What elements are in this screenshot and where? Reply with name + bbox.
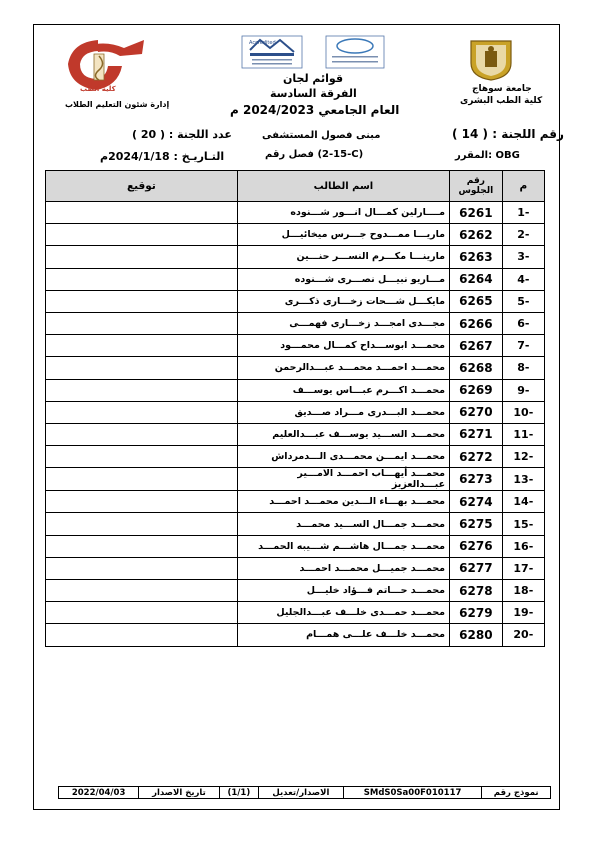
classroom-number: فصل رقم (15-2-C) [265, 149, 364, 160]
row-number: -6 [502, 312, 544, 334]
issue-label: الاصدار/تعديل [259, 787, 344, 799]
seat-number: 6274 [450, 491, 503, 513]
table-row [46, 401, 545, 423]
seat-number: 6270 [450, 401, 503, 423]
table-row [46, 290, 545, 312]
signature-cell [46, 602, 238, 624]
seat-number: 6278 [450, 580, 503, 602]
student-name: ماريـــا ممـــدوح جـــرس ميخائيـــل [237, 224, 449, 246]
signature-cell [46, 513, 238, 535]
signature-cell [46, 491, 238, 513]
row-number: -16 [502, 535, 544, 557]
student-name: محمـــد بهـــاء الـــدين محمـــد احمـــد [237, 491, 449, 513]
signature-cell [46, 624, 238, 646]
form-number: SMdS0Sa00F010117 [343, 787, 482, 799]
building-name: مبنى فصول المستشفى [262, 130, 381, 141]
signature-cell [46, 557, 238, 579]
student-name: محمـــد جمـــال هاشـــم شـــيبه الحمـــد [237, 535, 449, 557]
signature-cell [46, 379, 238, 401]
table-row [46, 602, 545, 624]
student-name: مجـــدى امجـــد زخـــارى فهمـــى [237, 312, 449, 334]
student-name: محمـــد اكـــرم عبـــاس يوســـف [237, 379, 449, 401]
row-number: -12 [502, 446, 544, 468]
seat-number: 6272 [450, 446, 503, 468]
signature-cell [46, 224, 238, 246]
student-name: مايكـــل شـــحات زخـــارى ذكـــرى [237, 290, 449, 312]
form-label: نموذج رقم [482, 787, 551, 799]
table-row [46, 357, 545, 379]
row-number: -5 [502, 290, 544, 312]
faculty-logo-text: كلية الطب [80, 85, 116, 93]
table-row [46, 535, 545, 557]
table-row [46, 446, 545, 468]
row-number: -7 [502, 335, 544, 357]
header-seat-number: رقم الجلوس [450, 171, 503, 202]
document-footer [58, 786, 551, 799]
student-name: محمـــد احمـــد محمـــد عبـــدالرحمن [237, 357, 449, 379]
seat-number: 6266 [450, 312, 503, 334]
signature-cell [46, 357, 238, 379]
signature-cell [46, 401, 238, 423]
row-number: -17 [502, 557, 544, 579]
row-number: -1 [502, 202, 544, 224]
header-number: م [502, 171, 544, 202]
signature-cell [46, 446, 238, 468]
year-group: الفرقة السادسة [270, 87, 357, 100]
student-name: محمـــد جميـــل محمـــد احمـــد [237, 557, 449, 579]
student-name: محمـــد حـــاتم فـــؤاد خليـــل [237, 580, 449, 602]
seat-number: 6271 [450, 423, 503, 445]
signature-cell [46, 535, 238, 557]
student-name: مـــاريو نبيـــل نصـــرى شـــنوده [237, 268, 449, 290]
signature-cell [46, 468, 238, 491]
issue-date: 2022/04/03 [59, 787, 139, 799]
seat-number: 6265 [450, 290, 503, 312]
table-header-row [46, 171, 545, 202]
table-row [46, 580, 545, 602]
table-row [46, 513, 545, 535]
course-name: المقرر: OBG [455, 150, 520, 161]
title: قوائم لجان [283, 72, 344, 85]
row-number: -19 [502, 602, 544, 624]
signature-cell [46, 335, 238, 357]
committee-count: عدد اللجنة : ( 20 ) [132, 128, 232, 141]
row-number: -14 [502, 491, 544, 513]
signature-cell [46, 580, 238, 602]
seat-number: 6276 [450, 535, 503, 557]
student-name: محمـــد أيهـــاب احمـــد الامـــير عبـــدالعزيز [237, 468, 449, 491]
row-number: -4 [502, 268, 544, 290]
seat-number: 6269 [450, 379, 503, 401]
row-number: -18 [502, 580, 544, 602]
table-row [46, 224, 545, 246]
seat-number: 6280 [450, 624, 503, 646]
student-name: مارينـــا مكـــرم النســـر حنـــين [237, 246, 449, 268]
committee-number: رقم اللجنة : ( 14 ) [452, 127, 564, 141]
table-row [46, 268, 545, 290]
signature-cell [46, 312, 238, 334]
signature-cell [46, 290, 238, 312]
seat-number: 6267 [450, 335, 503, 357]
header-signature: توقيع [46, 171, 238, 202]
signature-cell [46, 246, 238, 268]
exam-date: التـاريـخ : 2024/1/18م [100, 150, 225, 163]
row-number: -10 [502, 401, 544, 423]
table-row [46, 379, 545, 401]
row-number: -11 [502, 423, 544, 445]
student-name: محمـــد الســـيد يوســـف عبـــدالعليم [237, 423, 449, 445]
seat-number: 6263 [450, 246, 503, 268]
seat-number: 6279 [450, 602, 503, 624]
row-number: -13 [502, 468, 544, 491]
seat-number: 6277 [450, 557, 503, 579]
row-number: -8 [502, 357, 544, 379]
student-name: محمـــد حمـــدى خلـــف عبـــدالجليل [237, 602, 449, 624]
row-number: -15 [502, 513, 544, 535]
table-row [46, 557, 545, 579]
student-name: محمـــد ايمـــن محمـــدى الـــدمرداش [237, 446, 449, 468]
row-number: -3 [502, 246, 544, 268]
header-student-name: اسم الطالب [237, 171, 449, 202]
table-row [46, 312, 545, 334]
seat-number: 6273 [450, 468, 503, 491]
student-name: محمـــد خلـــف علـــى همـــام [237, 624, 449, 646]
row-number: -9 [502, 379, 544, 401]
student-name: محمـــد جمـــال الســـيد محمـــد [237, 513, 449, 535]
table-row [46, 423, 545, 445]
table-row [46, 468, 545, 491]
row-number: -2 [502, 224, 544, 246]
seat-number: 6264 [450, 268, 503, 290]
signature-cell [46, 202, 238, 224]
accreditation-text: Accredited [249, 40, 276, 46]
seat-number: 6262 [450, 224, 503, 246]
seat-number: 6268 [450, 357, 503, 379]
table-row [46, 624, 545, 646]
issue-date-label: تاريخ الاصدار [139, 787, 219, 799]
university-name: جامعة سوهاج [472, 84, 532, 94]
table-row [46, 335, 545, 357]
faculty-name: كلية الطب البشرى [460, 96, 543, 106]
table-row [46, 202, 545, 224]
department-name: إدارة شئون التعليم الطلاب [65, 100, 170, 109]
issue-number: (1/1) [219, 787, 258, 799]
student-name: محمـــد البـــدرى مـــراد صـــديق [237, 401, 449, 423]
signature-cell [46, 423, 238, 445]
student-table [45, 170, 545, 647]
row-number: -20 [502, 624, 544, 646]
seat-number: 6261 [450, 202, 503, 224]
student-name: مــــارلين كمـــال انـــور شـــنوده [237, 202, 449, 224]
signature-cell [46, 268, 238, 290]
table-row [46, 491, 545, 513]
table-row [46, 246, 545, 268]
university-logo-icon [463, 37, 519, 81]
seat-number: 6275 [450, 513, 503, 535]
student-name: محمـــد ابوســـداح كمـــال محمـــود [237, 335, 449, 357]
academic-year: العام الجامعي 2024/2023 م [230, 103, 400, 117]
